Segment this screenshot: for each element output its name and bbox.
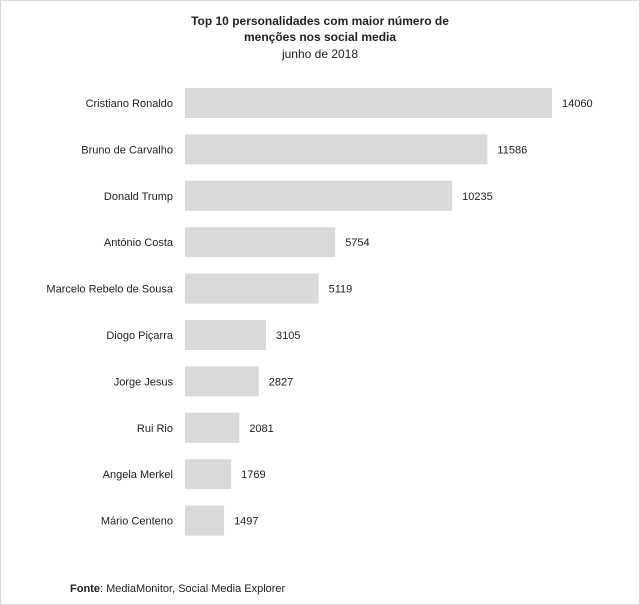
value-label: 2827 (268, 376, 294, 389)
bar-group (106, 320, 300, 350)
bar (185, 413, 239, 443)
value-label: 1769 (241, 469, 266, 482)
value-label: 2081 (249, 422, 274, 435)
category-label: Angela Merkel (102, 469, 173, 482)
bar (185, 274, 319, 304)
bar (185, 181, 452, 211)
value-label: 10235 (462, 190, 493, 203)
value-label: 1497 (234, 515, 259, 528)
category-label: Bruno de Carvalho (81, 144, 173, 157)
category-label: Jorge Jesus (113, 376, 173, 389)
bar (185, 320, 266, 350)
bar-group (104, 227, 370, 257)
value-label: 11586 (497, 144, 528, 157)
bar (185, 227, 335, 257)
bar-group (86, 88, 593, 118)
category-label: Diogo Piçarra (106, 330, 173, 342)
value-label: 14060 (562, 98, 593, 110)
value-label: 5754 (345, 237, 370, 250)
value-label: 3105 (276, 330, 301, 342)
bar-group (104, 181, 493, 211)
source-label: Fonte (70, 583, 100, 595)
category-label: António Costa (103, 237, 173, 250)
source-note (70, 583, 285, 595)
bar-group (81, 134, 527, 164)
bar (185, 366, 259, 396)
bar-group (103, 459, 266, 489)
bar-group (101, 506, 259, 536)
bar (185, 459, 231, 489)
bar-group (137, 413, 274, 443)
bar (185, 134, 487, 164)
category-label: Marcelo Rebelo de Sousa (46, 283, 173, 296)
category-label: Rui Rio (136, 422, 173, 435)
category-label: Donald Trump (103, 190, 173, 203)
category-label: Cristiano Ronaldo (85, 98, 173, 110)
bar-group (46, 274, 352, 304)
chart-title-line-1: Top 10 personalidades com maior número de (191, 14, 449, 28)
value-label: 5119 (328, 283, 353, 296)
chart-title-line-2: menções nos social media (243, 30, 397, 44)
bar-group (114, 366, 294, 396)
chart-subtitle: junho de 2018 (281, 47, 359, 61)
bar (185, 506, 224, 536)
category-label: Mário Centeno (100, 515, 173, 528)
source-text: : MediaMonitor, Social Media Explorer (99, 583, 286, 595)
bar (185, 88, 552, 118)
